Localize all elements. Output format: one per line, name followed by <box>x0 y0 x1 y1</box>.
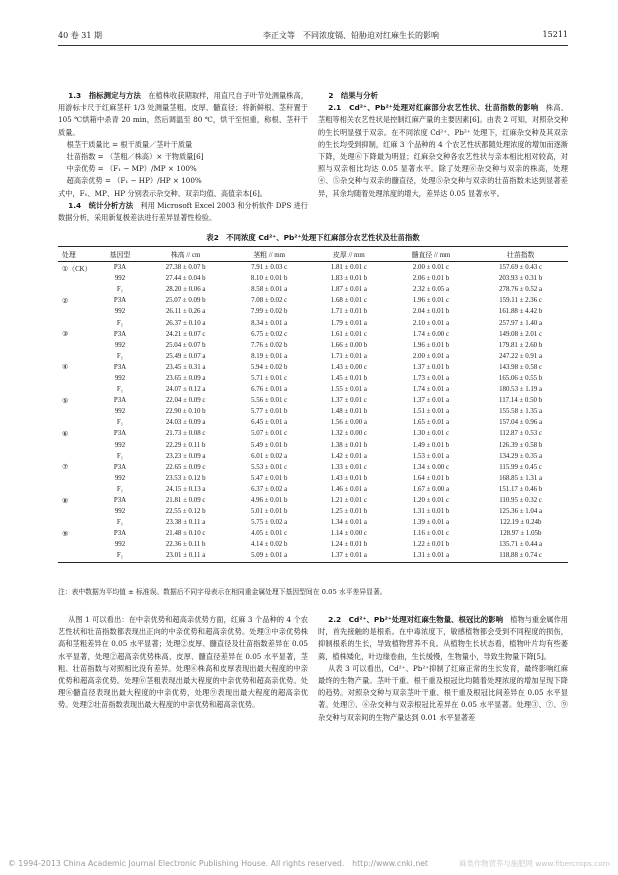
heterosis-paragraph: 从图 1 可以看出：在中亲优势和超高亲优势方面，红麻 3 个品种的 4 个农艺性状和壮苗指数都表现出正向的中亲优势和超高亲优势。处理③中亲优势株高和茎粗差异在 0.05 水平显著；处理②皮厚、髓直径及壮苗指数差异在 0.05 水平显著，处理②超高亲优势株高、皮厚、髓直径差异在 0.05 水平显著，茎粗、壮苗指数与对照相比没有差异。处理⑥株高和皮厚表现出最大程度的中亲优势和超高亲优势。处理⑥茎粗表现出最大程度的中亲优势和超高亲优势。处理⑥髓直径表现出最大程度的中亲优势，处理⑨表现出最大程度的超高亲优势。处理②壮苗指数表现出最大程度的中亲优势和超高亲优势。 <box>58 615 308 710</box>
table-caption: 表2 不同浓度 Cd²⁺、Pb²⁺处理下红麻部分农艺性状及壮苗指数 <box>206 233 420 242</box>
table-cell: 2.04 ± 0.01 b <box>412 308 450 316</box>
table-cell: 1.74 ± 0.01 a <box>412 386 450 394</box>
table-cell: 6.45 ± 0.01 a <box>251 419 288 427</box>
running-header <box>58 30 568 44</box>
table-cell: 1.37 ± 0.01 b <box>412 363 450 371</box>
table-cell: 5.53 ± 0.01 c <box>251 463 288 471</box>
table-cell: 1.34 ± 0.00 c <box>412 463 450 471</box>
table-cell: 22.90 ± 0.10 b <box>165 408 206 416</box>
table-cell <box>58 273 98 284</box>
table-note: 注：表中数据为平均值 ± 标准误。数据后不同字母表示在相同重金属处理下基因型间在 0.05 水平差异显著。 <box>58 588 387 596</box>
table-cell: 25.07 ± 0.09 b <box>165 297 206 305</box>
table-cell: 257.97 ± 1.40 a <box>499 319 543 327</box>
table-cell: 118.88 ± 0.74 c <box>473 550 568 562</box>
data-table <box>58 246 568 563</box>
table-cell: ⑤ <box>62 397 69 405</box>
page-number: 15211 <box>542 30 568 39</box>
table-cell: 5.47 ± 0.01 b <box>250 474 288 482</box>
table-cell <box>58 306 98 317</box>
table-cell <box>58 406 98 417</box>
table-cell <box>58 506 98 517</box>
table-row <box>58 539 568 550</box>
col-bark-thickness: 皮厚 // mm <box>309 247 389 262</box>
table-cell: 5.01 ± 0.01 b <box>250 508 288 516</box>
table-cell: 1.14 ± 0.00 c <box>330 530 367 538</box>
table-cell: 1.61 ± 0.01 c <box>330 330 367 338</box>
table-cell: 23.53 ± 0.12 b <box>165 474 206 482</box>
table-cell: 1.33 ± 0.01 c <box>330 463 367 471</box>
table-cell: 1.79 ± 0.01 a <box>330 319 367 327</box>
table-cell: 168.85 ± 1.31 a <box>499 474 543 482</box>
table-cell: 157.69 ± 0.43 c <box>499 264 543 272</box>
table-cell: 1.87 ± 0.01 a <box>330 286 367 294</box>
table-cell: 1.83 ± 0.01 b <box>330 275 368 283</box>
section-2-heading: 2 结果与分析 <box>328 91 378 100</box>
table-cell: 23.01 ± 0.11 a <box>142 550 229 562</box>
table-cell: F₁ <box>98 550 142 562</box>
table-cell: 1.21 ± 0.01 c <box>330 497 367 505</box>
table-cell: ④ <box>62 364 69 372</box>
table-row <box>58 317 568 328</box>
table-cell <box>58 384 98 395</box>
table-cell: 247.22 ± 0.91 a <box>499 352 543 360</box>
table-cell: F₁ <box>116 452 124 460</box>
table-row <box>58 406 568 417</box>
table-cell: 1.73 ± 0.01 a <box>412 374 450 382</box>
table-cell: 1.71 ± 0.01 b <box>330 308 368 316</box>
table-cell: ⑧ <box>62 497 69 505</box>
right-column-top <box>318 90 568 200</box>
table-cell: 22.65 ± 0.09 c <box>165 463 206 471</box>
table-cell: 5.75 ± 0.02 a <box>251 519 288 527</box>
table-cell: ② <box>62 297 69 305</box>
table-cell: 1.43 ± 0.00 c <box>330 363 367 371</box>
table-cell: 23.38 ± 0.11 a <box>165 519 206 527</box>
table-cell: 5.94 ± 0.02 b <box>250 363 288 371</box>
table-cell: 4.05 ± 0.01 c <box>251 530 288 538</box>
table-cell: 7.99 ± 0.02 b <box>250 308 288 316</box>
col-stem-diameter: 茎粗 // mm <box>229 247 309 262</box>
section-1-4-heading: 1.4 统计分析方法 <box>68 200 134 210</box>
table-cell: 1.32 ± 0.00 c <box>330 430 367 438</box>
table-cell: P3A <box>113 463 127 471</box>
table-cell: 21.81 ± 0.09 c <box>165 497 206 505</box>
table-cell: 1.96 ± 0.01 b <box>412 341 450 349</box>
table-row <box>58 373 568 384</box>
table-cell <box>58 351 98 362</box>
cnki-link[interactable]: http://www.cnki.net <box>352 859 429 868</box>
table-cell <box>58 517 98 528</box>
table-cell: 24.15 ± 0.13 a <box>165 485 206 493</box>
table-cell: 125.36 ± 1.04 a <box>499 508 543 516</box>
table-cell <box>58 440 98 451</box>
table-cell: 110.95 ± 0.32 c <box>499 497 542 505</box>
section-2-2-heading: 2.2 Cd²⁺、Pb²⁺处理对红麻生物量、根冠比的影响 <box>328 615 504 624</box>
table-row <box>58 351 568 362</box>
table-cell: ⑥ <box>62 430 69 438</box>
section-1-3-text: 在植株收获期取样，用直尺自子叶节处测量株高，用游标卡尺于红麻茎秆 1/3 处测量茎粗、皮厚、髓直径；将新鲜根、茎秆置于 105 ℃烘箱中杀青 20 min，然后调温至 80 ℃，烘干至恒重，称根、茎秆干质量。 <box>58 91 308 137</box>
table-cell: 1.81 ± 0.01 c <box>330 264 367 272</box>
table-cell: 1.31 ± 0.01 a <box>389 550 473 562</box>
table-cell: 1.34 ± 0.01 a <box>330 519 367 527</box>
table-cell: 1.20 ± 0.01 c <box>412 497 450 505</box>
table-cell: 8.34 ± 0.01 a <box>251 319 288 327</box>
table-cell: 24.21 ± 0.07 c <box>165 330 206 338</box>
table-cell <box>58 451 98 462</box>
table-cell <box>58 484 98 495</box>
right-column-bottom <box>318 614 568 724</box>
table-cell: 1.49 ± 0.01 b <box>412 441 450 449</box>
formula-high-parent-heterosis: 超高亲优势 = （F₁ − HP）/HP × 100% <box>66 176 202 186</box>
table-cell: 6.75 ± 0.02 c <box>251 330 288 338</box>
table-cell: 2.00 ± 0.01 a <box>412 352 450 360</box>
copyright-notice: © 1994-2013 China Academic Journal Electronic Publishing House. All rights reserved. http://www.cnki.net <box>8 859 429 868</box>
table-cell: 25.04 ± 0.07 b <box>165 341 206 349</box>
col-treatment: 处理 <box>58 247 98 262</box>
table-cell: 27.38 ± 0.07 b <box>165 264 206 272</box>
table-row <box>58 295 568 306</box>
table-cell: 143.98 ± 0.58 c <box>499 363 543 371</box>
table-cell: P3A <box>113 264 127 272</box>
table-cell: 5.09 ± 0.01 a <box>229 550 309 562</box>
table-cell: ①（CK） <box>62 265 92 273</box>
table-cell: 1.71 ± 0.01 a <box>330 352 367 360</box>
table-cell: 23.23 ± 0.09 a <box>165 452 206 460</box>
table-cell: P3A <box>113 297 127 305</box>
table-cell: 23.65 ± 0.09 a <box>165 374 206 382</box>
table-cell: 992 <box>114 408 126 416</box>
formula-root-shoot-ratio: 根茎干质量比 = 根干质量／茎叶干质量 <box>66 139 193 149</box>
table-cell: ⑨ <box>62 530 69 538</box>
table-cell <box>58 550 98 562</box>
table-row <box>58 384 568 395</box>
table-cell: 1.38 ± 0.01 b <box>330 441 368 449</box>
formula-seedling-index: 壮苗指数 = （茎粗／株高）× 干物质量[6] <box>66 152 204 162</box>
table-cell: 1.24 ± 0.01 b <box>330 541 368 549</box>
section-2-1-text: 株高、茎粗等相关农艺性状是控制红麻产量的主要因素[6]。由表 2 可知，对照杂交种的生长明显强于双亲。在不同浓度 Cd²⁺、Pb²⁺ 处理下，红麻杂交种及其双亲的生长均受到抑制，红麻 3 个品种的 4 个农艺性状都随处理浓度的增加而逐渐下降，处理⑥下降最为明显；红麻杂交种各农艺性状与亲本相比相对较高，对照与双亲相比均达 0.05 显著水平。除了处理⑥杂交种与双亲的株高，处理④、⑤杂交种与双亲的髓直径，处理⑤杂交种与双亲的壮苗指数未达到显著差异，其余均随着处理浓度的增大，差异达 0.05 显著水平。 <box>318 103 568 198</box>
table-cell: P3A <box>113 330 127 338</box>
col-plant-height: 株高 // cm <box>142 247 229 262</box>
table-cell: 4.14 ± 0.02 b <box>250 541 288 549</box>
table-cell: 117.14 ± 0.50 b <box>499 397 543 405</box>
table-cell: 4.96 ± 0.01 b <box>250 497 288 505</box>
table-cell: 992 <box>114 275 126 283</box>
table-cell: 8.10 ± 0.01 b <box>250 275 288 283</box>
table-row <box>58 473 568 484</box>
table-row <box>58 329 568 340</box>
table-row <box>58 484 568 495</box>
table-cell: 1.37 ± 0.01 a <box>412 397 450 405</box>
table-cell: 992 <box>114 441 126 449</box>
table-cell: 155.58 ± 1.35 a <box>499 408 543 416</box>
section-2-2-text: 植物与重金属作用时，首先接触的是根系。在中毒浓度下，敏感植物都会受到不同程度的损伤，抑制根系的生长，导致植物营养不良。从植物生长状态看，植物叶片均有些萎蔫，植株矮化，叶边缘卷曲，生长缓慢，生物量小，导致生物量下降[5]。 <box>318 615 568 661</box>
table-cell: 992 <box>114 341 126 349</box>
table-row <box>58 417 568 428</box>
table-cell: P3A <box>113 397 127 405</box>
table-row <box>58 506 568 517</box>
table-cell <box>58 473 98 484</box>
section-1-3-heading: 1.3 指标测定与方法 <box>68 91 141 100</box>
table-cell: 2.10 ± 0.01 a <box>412 319 450 327</box>
table-cell: 1.51 ± 0.01 a <box>412 408 450 416</box>
table-row <box>58 495 568 506</box>
table-cell: 24.07 ± 0.12 a <box>165 386 206 394</box>
table-cell: 203.93 ± 0.31 b <box>498 275 543 283</box>
table-row <box>58 440 568 451</box>
table-cell: 21.48 ± 0.10 c <box>165 530 206 538</box>
table-cell: 5.56 ± 0.01 c <box>251 397 288 405</box>
table-cell: 126.39 ± 0.58 b <box>498 441 543 449</box>
table-cell: 22.04 ± 0.09 c <box>165 397 206 405</box>
table-cell: F₁ <box>116 519 124 527</box>
table-cell: F₁ <box>116 485 124 493</box>
left-column-bottom <box>58 614 308 712</box>
table-row <box>58 428 568 439</box>
table-cell: 6.37 ± 0.02 a <box>251 485 288 493</box>
table-cell: 1.45 ± 0.01 b <box>330 374 368 382</box>
table-row <box>58 284 568 295</box>
table-cell: 1.43 ± 0.01 b <box>330 474 368 482</box>
table-cell: 22.29 ± 0.11 b <box>165 441 206 449</box>
table-row <box>58 306 568 317</box>
table-cell: 1.66 ± 0.00 b <box>330 341 368 349</box>
table-cell: 1.68 ± 0.01 c <box>330 297 367 305</box>
table-cell: 1.16 ± 0.01 c <box>412 530 450 538</box>
table-cell: 1.64 ± 0.01 b <box>412 474 450 482</box>
table-cell: 149.08 ± 2.01 c <box>499 330 543 338</box>
table-row <box>58 362 568 373</box>
table-cell: 1.96 ± 0.01 c <box>412 297 450 305</box>
table-row <box>58 262 568 274</box>
table-header-row <box>58 247 568 262</box>
table-cell: 112.87 ± 0.53 c <box>499 430 542 438</box>
table-row <box>58 451 568 462</box>
table-cell: 5.49 ± 0.01 b <box>250 441 288 449</box>
table-cell: 134.29 ± 0.35 a <box>499 452 543 460</box>
table-cell: 115.99 ± 0.45 c <box>499 463 542 471</box>
table-row <box>58 340 568 351</box>
table-cell: P3A <box>113 497 127 505</box>
table-cell: ③ <box>62 331 69 339</box>
table-cell: 151.17 ± 0.46 b <box>498 485 543 493</box>
table-cell: 2.32 ± 0.05 a <box>412 286 450 294</box>
table-cell: 159.11 ± 2.36 c <box>499 297 542 305</box>
table-row <box>58 550 568 562</box>
table-cell: 6.76 ± 0.01 a <box>251 386 288 394</box>
table-cell: F₁ <box>116 419 124 427</box>
table-row <box>58 462 568 473</box>
table-3-paragraph: 从表 3 可以看出，Cd²⁺、Pb²⁺抑制了红麻正常的生长发育，最终影响红麻最终的生物产量。茎叶干重、根干重及根冠比均随着处理浓度的增加呈现下降的趋势。对照杂交种与双亲茎叶干重、根干重及根冠比间差异在 0.05 水平显著。处理⑦、⑥杂交种与双亲根冠比差异在 0.05 水平显著。处理③、⑦、⑨杂交种与双亲间的生物产量达到 0.01 水平显著差 <box>318 663 568 722</box>
table-cell: 24.03 ± 0.09 a <box>165 419 206 427</box>
table-cell: 2.06 ± 0.01 b <box>412 275 450 283</box>
table-cell: 22.36 ± 0.11 b <box>165 541 206 549</box>
table-row <box>58 528 568 539</box>
table-cell: 157.04 ± 0.96 a <box>499 419 543 427</box>
table-cell: 1.42 ± 0.01 a <box>330 452 367 460</box>
table-cell: F₁ <box>116 352 124 360</box>
table-cell: 161.88 ± 4.42 b <box>498 308 543 316</box>
table-cell: 1.53 ± 0.01 a <box>412 452 450 460</box>
table-cell <box>58 340 98 351</box>
table-cell: 1.55 ± 0.01 a <box>330 386 367 394</box>
table-cell: 1.65 ± 0.01 a <box>412 419 450 427</box>
journal-volume: 40 卷 31 期 <box>58 31 102 40</box>
table-cell: 165.06 ± 0.55 b <box>498 374 543 382</box>
table-cell: 992 <box>114 308 126 316</box>
table-cell: 5.77 ± 0.01 b <box>250 408 288 416</box>
table-cell: F₁ <box>116 319 124 327</box>
formula-explanation: 式中，F₁、MP、HP 分别表示杂交种、双亲均值、高值亲本[6]。 <box>58 188 267 198</box>
table-cell: 1.74 ± 0.00 c <box>412 330 450 338</box>
table-cell: 25.49 ± 0.07 a <box>165 352 206 360</box>
table-cell: 7.91 ± 0.03 c <box>251 264 288 272</box>
table-cell: 6.01 ± 0.02 a <box>251 452 288 460</box>
col-seedling-index: 壮苗指数 <box>473 247 568 262</box>
table-cell: 1.67 ± 0.00 a <box>412 485 450 493</box>
table-cell: 1.22 ± 0.01 b <box>412 541 450 549</box>
table-cell: 7.76 ± 0.02 b <box>250 341 288 349</box>
table-cell: 8.19 ± 0.01 a <box>251 352 288 360</box>
table-cell: 278.76 ± 0.52 a <box>499 286 543 294</box>
table-cell: 179.81 ± 2.60 b <box>498 341 543 349</box>
section-1-4-text: 利用 Microsoft Excel 2003 和分析软件 DPS 进行数据分析，采用新复极差法进行差异显著性检验。 <box>58 200 308 223</box>
table-cell: 1.46 ± 0.01 a <box>330 485 367 493</box>
running-title: 李正文等 不同浓度镉、铅胁迫对红麻生长的影响 <box>263 31 439 40</box>
table-cell: 1.31 ± 0.01 b <box>412 508 450 516</box>
table-cell: 7.08 ± 0.02 c <box>251 297 288 305</box>
table-cell: 1.30 ± 0.01 c <box>412 430 450 438</box>
table-cell: 992 <box>114 374 126 382</box>
table-row <box>58 517 568 528</box>
table-cell: 1.37 ± 0.01 c <box>330 397 367 405</box>
table-cell: F₁ <box>116 286 124 294</box>
table-cell: F₁ <box>116 386 124 394</box>
table-cell: 5.07 ± 0.01 c <box>251 430 288 438</box>
table-cell: ⑦ <box>62 464 69 472</box>
table-row <box>58 273 568 284</box>
table-cell: 21.73 ± 0.08 c <box>165 430 206 438</box>
table-cell: 26.11 ± 0.26 a <box>165 308 206 316</box>
table-cell: 1.25 ± 0.01 b <box>330 508 368 516</box>
table-cell: 28.20 ± 0.06 a <box>165 286 206 294</box>
table-cell: 22.55 ± 0.12 b <box>165 508 206 516</box>
table-cell: 1.39 ± 0.01 a <box>412 519 450 527</box>
table-cell: 26.37 ± 0.10 a <box>165 319 206 327</box>
left-column-top <box>58 90 308 224</box>
table-cell: 1.37 ± 0.01 a <box>309 550 389 562</box>
table-cell: 128.97 ± 1.05b <box>499 530 542 538</box>
table-cell: 2.00 ± 0.01 c <box>412 264 450 272</box>
table-cell: 27.44 ± 0.04 b <box>165 275 206 283</box>
table-row <box>58 395 568 406</box>
table-cell: 1.48 ± 0.01 b <box>330 408 368 416</box>
section-2-1-heading: 2.1 Cd²⁺、Pb²⁺处理对红麻部分农艺性状、壮苗指数的影响 <box>328 103 539 113</box>
col-pith-diameter: 髓直径 // mm <box>389 247 473 262</box>
table-cell: 992 <box>114 508 126 516</box>
table-cell: 1.56 ± 0.00 a <box>330 419 367 427</box>
col-genotype: 基因型 <box>98 247 142 262</box>
table-cell: P3A <box>113 363 127 371</box>
watermark: 麻类作物营养与施肥网 www.fibercrops.com <box>459 859 610 868</box>
table-cell <box>58 373 98 384</box>
table-cell: P3A <box>113 430 127 438</box>
table-cell: 23.45 ± 0.31 a <box>165 363 206 371</box>
table-cell <box>58 317 98 328</box>
table-cell: 135.71 ± 0.44 a <box>499 541 543 549</box>
table-cell: 180.53 ± 1.19 a <box>499 386 543 394</box>
table-cell <box>58 539 98 550</box>
table-cell: P3A <box>113 530 127 538</box>
header-rule <box>58 45 568 46</box>
table-cell <box>58 284 98 295</box>
formula-mid-parent-heterosis: 中亲优势 = （F₁ − MP）/MP × 100% <box>66 164 197 174</box>
table-cell: 992 <box>114 541 126 549</box>
table-cell: 122.19 ± 0.24b <box>499 519 542 527</box>
table-cell: 5.71 ± 0.01 c <box>251 374 288 382</box>
table-cell: 992 <box>114 474 126 482</box>
table-cell: 8.58 ± 0.01 a <box>251 286 288 294</box>
table-cell <box>58 417 98 428</box>
